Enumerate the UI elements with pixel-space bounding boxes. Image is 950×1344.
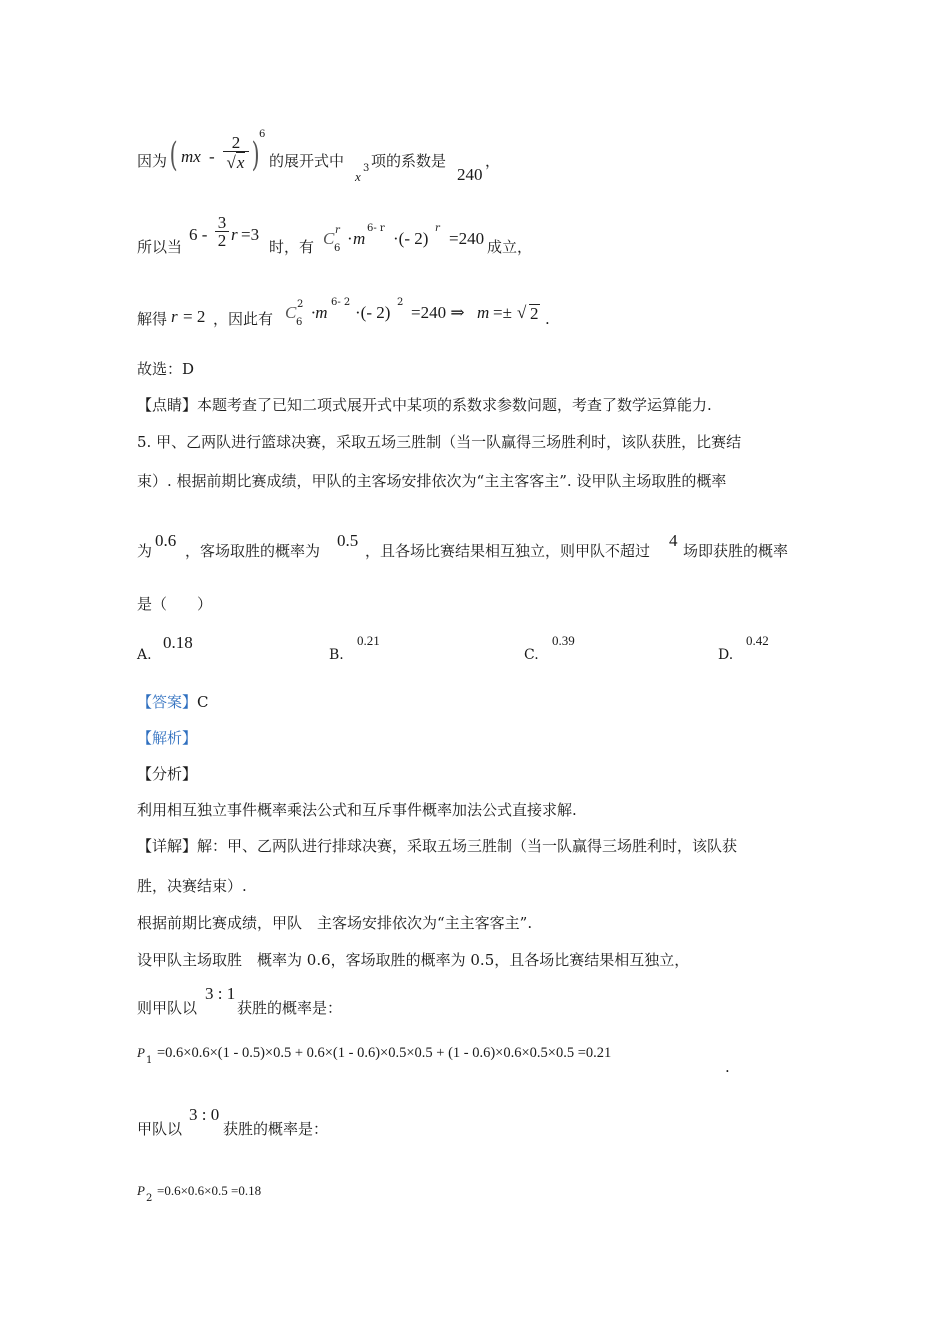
text: . (545, 310, 550, 328)
superscript: 2 (397, 297, 404, 308)
detail-line-3: 根据前期比赛成绩，甲队 主客场安排依次为“主主客客主”. (137, 914, 533, 932)
math: r (231, 225, 238, 244)
math: - (209, 147, 215, 166)
text: 时，有 (269, 238, 315, 256)
subscript: 6 (296, 317, 303, 328)
math: =240 (449, 229, 485, 248)
text: 所以当 (137, 238, 183, 256)
answer-line (137, 695, 209, 710)
math: m (353, 229, 366, 248)
fraction-den (223, 151, 249, 171)
question-5-line-2: 束）. 根据前期比赛成绩，甲队的主客场安排依次为“主主客客主”. 设甲队主场取胜的概率 (137, 472, 727, 490)
text: 场即获胜的概率 (683, 542, 789, 560)
math: P (137, 1045, 145, 1060)
text: 为 (137, 542, 153, 560)
analysis-text: 利用相互独立事件概率乘法公式和互斥事件概率加法公式直接求解. (137, 801, 577, 819)
exponent: 3 (363, 163, 370, 174)
superscript: 6- 2 (331, 297, 351, 308)
math: C (323, 229, 335, 248)
paren-right: ) (251, 135, 260, 175)
answer-value: C (197, 693, 209, 711)
option-label: B. (329, 647, 344, 663)
formula-p1 (137, 1044, 757, 1074)
fraction-den: 2 (215, 231, 229, 249)
math: 6 - (189, 225, 208, 244)
fraction-num: 3 (217, 213, 227, 232)
text: 因为 (137, 152, 168, 170)
math: ·m (311, 303, 328, 322)
option-d (718, 632, 838, 662)
math: =± (493, 303, 512, 322)
text: 则甲队以 (137, 999, 198, 1017)
exponent: 6 (259, 129, 266, 140)
option-label: C. (524, 647, 539, 663)
paren-left: ( (169, 135, 178, 175)
math: =0.6×0.6×(1 - 0.5)×0.5 + 0.6×(1 - 0.6)×0.5×0.5 + (1 - 0.6)×0.6×0.5×0.5 =0.21 (157, 1045, 612, 1061)
text: 甲队以 (137, 1120, 183, 1138)
math: 3 : 0 (189, 1105, 220, 1124)
detail-line-1: 【详解】解：甲、乙两队进行排球决赛，采取五场三胜制（当一队赢得三场胜利时，该队获 (137, 837, 738, 855)
math: x (236, 153, 245, 172)
text: 成立， (487, 238, 533, 256)
math: P (137, 1183, 145, 1198)
line-choice: 故选：D (137, 360, 195, 378)
text: 获胜的概率是： (237, 999, 343, 1017)
option-value: 0.39 (552, 633, 575, 648)
option-a (137, 632, 257, 662)
option-c (524, 632, 644, 662)
question-5-line-4: 是（ ） (137, 595, 213, 613)
text: 获胜的概率是： (223, 1120, 329, 1138)
math: 0.6 (155, 531, 177, 550)
math: =3 (241, 225, 260, 244)
analysis-tag: 【解析】 (137, 729, 198, 747)
subscript: 2 (146, 1193, 153, 1204)
superscript: r (335, 225, 340, 236)
math: C (285, 303, 297, 322)
text: ，因此有 (213, 310, 274, 328)
question-5-line-1: 5. 甲、乙两队进行篮球决赛，采取五场三胜制（当一队赢得三场胜利时，该队获胜，比赛结 (137, 433, 742, 451)
math: r (171, 307, 178, 326)
superscript: 2 (297, 299, 304, 310)
option-label: D. (718, 647, 734, 663)
text: 的展开式中 (269, 152, 345, 170)
detail-line-2: 胜，决赛结束）. (137, 877, 247, 895)
math: = 2 (183, 307, 206, 326)
math: =240 ⇒ (411, 303, 465, 322)
formula-p2 (137, 1182, 437, 1208)
math: x (355, 169, 361, 184)
fraction (223, 134, 249, 171)
text: 项的系数是 (371, 152, 447, 170)
superscript: r (435, 223, 440, 234)
option-value: 0.18 (163, 633, 193, 652)
math: · (347, 229, 353, 248)
subscript: 6 (334, 243, 341, 254)
option-b (329, 632, 449, 662)
math: 2 (530, 304, 539, 323)
line-3-1-probability (137, 985, 437, 1019)
line-comment: 【点睛】本题考查了已知二项式展开式中某项的系数求参数问题，考查了数学运算能力. (137, 396, 712, 414)
math: mx (181, 147, 201, 166)
superscript: 6- r (367, 223, 385, 234)
fraction-num: 2 (231, 133, 241, 152)
math: ·(- 2) (355, 303, 391, 322)
math: 240 (457, 165, 483, 184)
subscript: 1 (146, 1055, 153, 1066)
text: ， (485, 152, 501, 170)
fraction (215, 214, 229, 249)
math: 4 (669, 531, 678, 550)
answer-tag: 【答案】 (137, 693, 198, 711)
option-value: 0.42 (746, 633, 769, 648)
analysis-heading: 【分析】 (137, 765, 198, 783)
math: 3 : 1 (205, 984, 236, 1003)
math: 0.5 (337, 531, 359, 550)
text: ，客场取胜的概率为 (185, 542, 321, 560)
math: =0.6×0.6×0.5 =0.18 (157, 1183, 262, 1198)
sqrt-sign: √ (226, 153, 236, 172)
math: ·(- 2) (393, 229, 429, 248)
option-label: A. (137, 647, 152, 663)
question-5-line-3 (137, 530, 837, 560)
text: . (725, 1058, 730, 1076)
option-value: 0.21 (357, 633, 380, 648)
math: m (477, 303, 490, 322)
text: ，且各场比赛结果相互独立，则甲队不超过 (365, 542, 651, 560)
detail-line-4: 设甲队主场取胜 概率为 0.6，客场取胜的概率为 0.5，且各场比赛结果相互独立， (137, 951, 690, 969)
text: 解得 (137, 310, 168, 328)
sqrt-sign: √ (517, 303, 527, 322)
line-3-0-probability (137, 1106, 437, 1140)
